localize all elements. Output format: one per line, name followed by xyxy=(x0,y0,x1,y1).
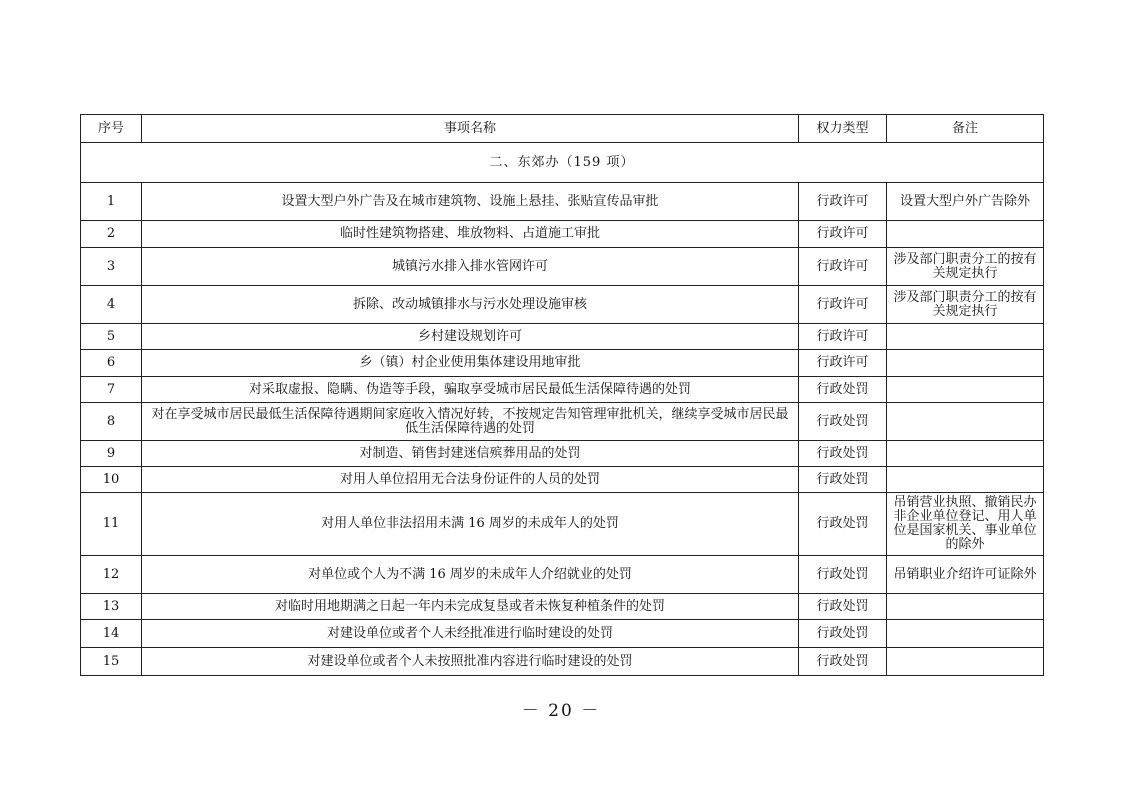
row-name-cell: 设置大型户外广告及在城市建筑物、设施上悬挂、张贴宣传品审批 xyxy=(142,183,799,221)
row-name-cell: 对采取虚报、隐瞒、伪造等手段，骗取享受城市居民最低生活保障待遇的处罚 xyxy=(142,377,799,403)
row-name-cell: 对临时用地期满之日起一年内未完成复垦或者未恢复种植条件的处罚 xyxy=(142,594,799,620)
table-row xyxy=(81,648,1044,676)
row-seq-cell: 10 xyxy=(81,467,142,493)
row-note-cell xyxy=(887,403,1044,441)
row-name-cell: 对单位或个人为不满 16 周岁的未成年人介绍就业的处罚 xyxy=(142,556,799,594)
row-seq-cell: 12 xyxy=(81,556,142,594)
section-row xyxy=(81,143,1044,183)
row-seq-cell: 13 xyxy=(81,594,142,620)
table-row xyxy=(81,324,1044,350)
row-type-cell: 行政处罚 xyxy=(799,620,887,648)
table-row xyxy=(81,594,1044,620)
row-name-cell: 对在享受城市居民最低生活保障待遇期间家庭收入情况好转，不按规定告知管理审批机关，继续享受城市居民最低生活保障待遇的处罚 xyxy=(142,403,799,441)
row-seq-cell: 8 xyxy=(81,403,142,441)
row-type-cell: 行政处罚 xyxy=(799,594,887,620)
power-list-table xyxy=(80,114,1044,676)
row-type-cell: 行政许可 xyxy=(799,183,887,221)
row-type-cell: 行政处罚 xyxy=(799,493,887,556)
table-row xyxy=(81,221,1044,248)
row-note-cell: 吊销职业介绍许可证除外 xyxy=(887,556,1044,594)
header-note: 备注 xyxy=(887,115,1044,143)
row-seq-cell: 14 xyxy=(81,620,142,648)
row-seq-cell: 7 xyxy=(81,377,142,403)
row-name-cell: 对制造、销售封建迷信殡葬用品的处罚 xyxy=(142,441,799,467)
row-seq-cell: 15 xyxy=(81,648,142,676)
row-seq-cell: 11 xyxy=(81,493,142,556)
table-row xyxy=(81,248,1044,286)
row-type-cell: 行政许可 xyxy=(799,350,887,377)
header-type: 权力类型 xyxy=(799,115,887,143)
row-type-cell: 行政许可 xyxy=(799,248,887,286)
header-name: 事项名称 xyxy=(142,115,799,143)
row-name-cell: 对建设单位或者个人未按照批准内容进行临时建设的处罚 xyxy=(142,648,799,676)
row-type-cell: 行政处罚 xyxy=(799,441,887,467)
row-note-cell: 设置大型户外广告除外 xyxy=(887,183,1044,221)
table-row xyxy=(81,286,1044,324)
section-title: 二、东郊办（159 项） xyxy=(81,143,1044,183)
row-note-cell xyxy=(887,221,1044,248)
row-name-cell: 对建设单位或者个人未经批准进行临时建设的处罚 xyxy=(142,620,799,648)
row-name-cell: 乡村建设规划许可 xyxy=(142,324,799,350)
row-type-cell: 行政处罚 xyxy=(799,467,887,493)
row-note-cell: 涉及部门职责分工的按有关规定执行 xyxy=(887,248,1044,286)
row-name-cell: 乡（镇）村企业使用集体建设用地审批 xyxy=(142,350,799,377)
row-note-cell xyxy=(887,594,1044,620)
row-type-cell: 行政处罚 xyxy=(799,403,887,441)
row-seq-cell: 1 xyxy=(81,183,142,221)
table-row xyxy=(81,350,1044,377)
row-note-cell xyxy=(887,441,1044,467)
row-type-cell: 行政处罚 xyxy=(799,648,887,676)
table-row xyxy=(81,183,1044,221)
table-row xyxy=(81,556,1044,594)
row-seq-cell: 5 xyxy=(81,324,142,350)
table-row xyxy=(81,493,1044,556)
row-type-cell: 行政许可 xyxy=(799,221,887,248)
row-note-cell xyxy=(887,467,1044,493)
row-seq-cell: 3 xyxy=(81,248,142,286)
row-type-cell: 行政许可 xyxy=(799,324,887,350)
table-row xyxy=(81,620,1044,648)
row-name-cell: 对用人单位招用无合法身份证件的人员的处罚 xyxy=(142,467,799,493)
row-name-cell: 临时性建筑物搭建、堆放物料、占道施工审批 xyxy=(142,221,799,248)
row-type-cell: 行政处罚 xyxy=(799,556,887,594)
row-note-cell xyxy=(887,648,1044,676)
row-note-cell xyxy=(887,620,1044,648)
table-row xyxy=(81,377,1044,403)
table-row xyxy=(81,467,1044,493)
row-seq-cell: 9 xyxy=(81,441,142,467)
row-note-cell: 吊销营业执照、撤销民办非企业单位登记、用人单位是国家机关、事业单位的除外 xyxy=(887,493,1044,556)
row-seq-cell: 6 xyxy=(81,350,142,377)
row-note-cell xyxy=(887,324,1044,350)
table-row xyxy=(81,441,1044,467)
header-seq: 序号 xyxy=(81,115,142,143)
page-number: － 20 － xyxy=(521,701,601,721)
table-row xyxy=(81,403,1044,441)
header-row xyxy=(81,115,1044,143)
row-type-cell: 行政处罚 xyxy=(799,377,887,403)
row-type-cell: 行政许可 xyxy=(799,286,887,324)
row-note-cell xyxy=(887,350,1044,377)
row-seq-cell: 4 xyxy=(81,286,142,324)
row-note-cell: 涉及部门职责分工的按有关规定执行 xyxy=(887,286,1044,324)
row-note-cell xyxy=(887,377,1044,403)
row-seq-cell: 2 xyxy=(81,221,142,248)
row-name-cell: 拆除、改动城镇排水与污水处理设施审核 xyxy=(142,286,799,324)
row-name-cell: 城镇污水排入排水管网许可 xyxy=(142,248,799,286)
row-name-cell: 对用人单位非法招用未满 16 周岁的未成年人的处罚 xyxy=(142,493,799,556)
